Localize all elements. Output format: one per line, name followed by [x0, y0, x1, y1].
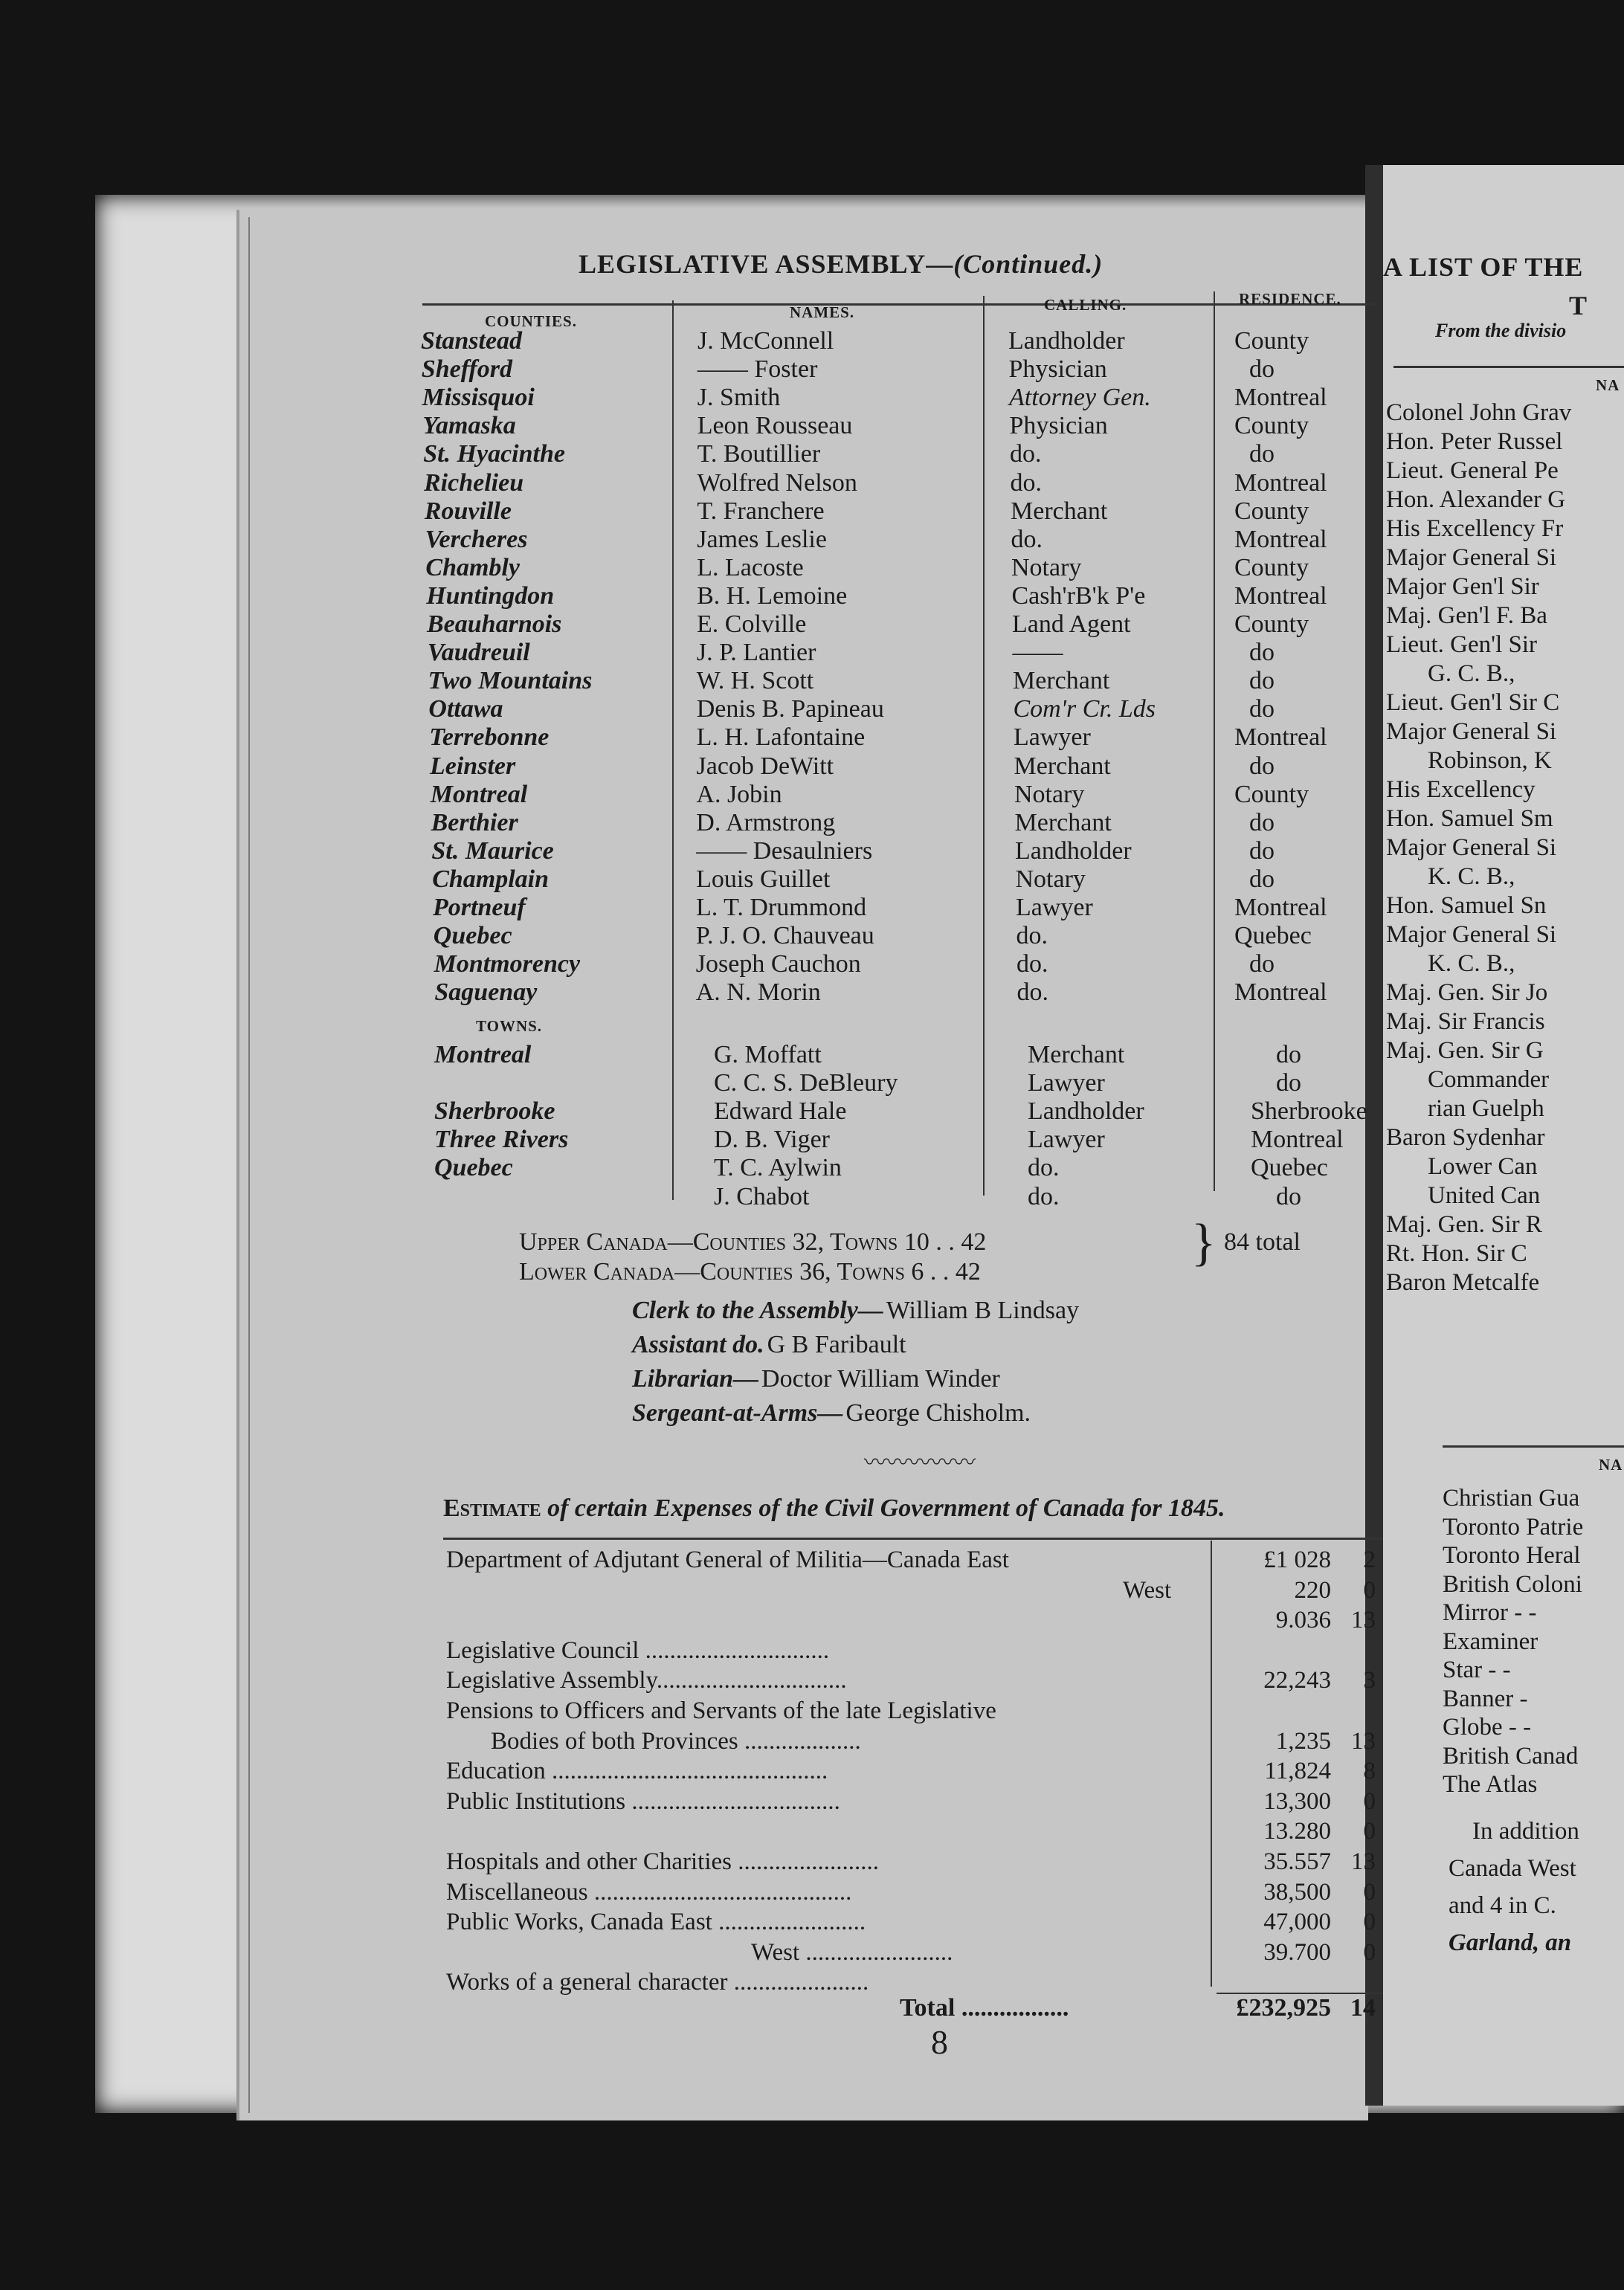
- member-name: Leon Rousseau: [697, 412, 853, 440]
- right-name-row: Lieut. General Pe: [1386, 457, 1559, 484]
- estimate-label: Public Institutions ..................................: [446, 1787, 840, 1815]
- right-paper-row: Toronto Patrie: [1443, 1513, 1584, 1541]
- heading-continued: (Continued.): [953, 249, 1103, 279]
- estimate-row: [0, 1545, 1413, 1575]
- officer-title: Sergeant-at-Arms—: [632, 1399, 843, 1427]
- member-county: Ottawa: [428, 695, 503, 723]
- member-row: [0, 781, 1383, 809]
- member-name: J. P. Lantier: [696, 639, 816, 667]
- estimate-shillings: 0: [1363, 1878, 1376, 1906]
- member-county: Portneuf: [433, 894, 526, 921]
- right-name-row: Hon. Peter Russel: [1386, 428, 1563, 455]
- member-row: [0, 865, 1383, 894]
- towns-label: TOWNS.: [476, 1017, 543, 1035]
- town-name: T. C. Aylwin: [714, 1154, 842, 1182]
- right-name-row: Maj. Gen. Sir Jo: [1386, 979, 1548, 1006]
- member-calling: ——: [1012, 639, 1063, 667]
- estimate-label: Miscellaneous ..........................................: [446, 1878, 852, 1906]
- member-residence: County: [1234, 497, 1309, 525]
- estimate-pounds: 13.280: [1263, 1818, 1331, 1845]
- right-name-row: Hon. Alexander G: [1386, 486, 1566, 513]
- estimate-row: [0, 1696, 1413, 1726]
- estimate-label: Legislative Assembly...............................: [446, 1667, 847, 1694]
- right-name-row: Major General Si: [1386, 544, 1557, 571]
- col-header-residence: RESIDENCE.: [1239, 290, 1341, 308]
- member-name: D. Armstrong: [696, 808, 836, 836]
- estimate-title: [443, 1494, 1225, 1523]
- member-name: J. McConnell: [697, 327, 834, 355]
- member-calling: do.: [1010, 468, 1042, 497]
- estimate-shillings: 13: [1351, 1848, 1376, 1875]
- member-name: P. J. O. Chauveau: [695, 922, 874, 950]
- estimate-shillings: 2: [1363, 1546, 1376, 1573]
- estimate-pounds: 9.036: [1275, 1607, 1331, 1634]
- member-county: Rouville: [424, 497, 512, 525]
- member-residence: Montreal: [1234, 525, 1327, 553]
- member-residence: Montreal: [1234, 468, 1327, 497]
- right-name-row: Major General Si: [1386, 718, 1557, 745]
- estimate-pounds: 1,235: [1275, 1727, 1331, 1755]
- member-row: [0, 440, 1383, 468]
- member-calling: Landholder: [1008, 327, 1125, 355]
- member-county: Missisquoi: [422, 384, 535, 412]
- right-name-row: Commander: [1428, 1066, 1550, 1093]
- right-footer-row: Canada West: [1449, 1855, 1576, 1882]
- estimate-title-sc: Estimate: [443, 1494, 541, 1522]
- member-residence: County: [1234, 780, 1309, 808]
- member-row: [0, 922, 1383, 950]
- member-calling: Physician: [1009, 412, 1108, 440]
- estimate-row: [0, 1636, 1413, 1665]
- section-heading: [579, 248, 1103, 280]
- officer-row: [632, 1297, 1079, 1325]
- officer-name: Doctor William Winder: [761, 1365, 1000, 1393]
- member-row: [0, 695, 1383, 723]
- summary-upper-text: Upper Canada—Counties 32, Towns 10: [519, 1228, 929, 1256]
- right-page-rule: [1393, 366, 1624, 368]
- estimate-label: Works of a general character ......................: [446, 1969, 869, 1996]
- member-calling: Notary: [1015, 865, 1086, 893]
- town-residence: Sherbrooke: [1251, 1097, 1367, 1126]
- right-name-row: His Excellency Fr: [1386, 515, 1564, 542]
- estimate-title-rest: of certain Expenses of the Civil Government of Canada for 1845.: [547, 1494, 1225, 1522]
- member-county: Berthier: [431, 808, 518, 836]
- member-name: A. N. Morin: [695, 978, 821, 1007]
- right-paper-row: Globe - -: [1443, 1714, 1532, 1741]
- summary-lower-count: 42: [955, 1258, 981, 1286]
- member-county: Two Mountains: [428, 667, 593, 695]
- right-name-row: Maj. Gen. Sir R: [1386, 1211, 1542, 1238]
- ornament-divider: 〰〰〰〰〰: [864, 1451, 976, 1475]
- member-county: St. Hyacinthe: [423, 440, 565, 468]
- member-county: Yamaska: [422, 412, 516, 440]
- member-calling: Land Agent: [1012, 610, 1131, 638]
- member-name: James Leslie: [697, 525, 827, 553]
- town-calling: Lawyer: [1028, 1126, 1105, 1154]
- member-residence: Quebec: [1234, 922, 1312, 950]
- estimate-row: [0, 1907, 1413, 1937]
- member-calling: Physician: [1008, 355, 1107, 384]
- member-row: [0, 327, 1383, 355]
- right-name-row: United Can: [1428, 1182, 1541, 1209]
- estimate-row: [0, 1665, 1413, 1695]
- town-row: [0, 1183, 1383, 1211]
- estimate-row: [0, 1787, 1413, 1816]
- member-calling: Merchant: [1014, 752, 1111, 780]
- member-calling: do.: [1010, 440, 1042, 468]
- member-county: Stanstead: [421, 327, 523, 355]
- estimate-shillings: 0: [1363, 1787, 1376, 1815]
- right-paper-row: British Coloni: [1443, 1570, 1582, 1598]
- town-row: [0, 1069, 1383, 1097]
- member-residence: Montreal: [1234, 894, 1327, 921]
- member-calling: do.: [1016, 950, 1048, 978]
- member-row: [0, 526, 1383, 554]
- summary-total: 84 total: [1224, 1228, 1301, 1256]
- right-name-row: rian Guelph: [1428, 1095, 1544, 1122]
- page-number: 8: [931, 2023, 948, 2061]
- member-row: [0, 610, 1383, 639]
- estimate-label: Bodies of both Provinces ...................: [491, 1727, 861, 1755]
- right-paper-row: Toronto Heral: [1443, 1542, 1581, 1569]
- town-calling: do.: [1028, 1182, 1060, 1210]
- estimate-shillings: 0: [1363, 1576, 1376, 1604]
- estimate-shillings: 8: [1363, 1758, 1376, 1785]
- member-county: Huntingdon: [426, 581, 555, 610]
- officer-title: Assistant do.: [632, 1331, 764, 1358]
- right-name-row: Colonel John Grav: [1386, 399, 1572, 426]
- estimate-pounds: 38,500: [1263, 1878, 1331, 1906]
- estimate-shillings: 13: [1351, 1607, 1376, 1634]
- town-residence: do: [1276, 1041, 1301, 1068]
- right-name-row: Hon. Samuel Sm: [1386, 805, 1553, 832]
- right-name-row: Baron Sydenhar: [1386, 1124, 1545, 1151]
- estimate-row: [0, 1877, 1413, 1907]
- estimate-label: West ........................: [751, 1938, 953, 1966]
- town-calling: Lawyer: [1028, 1069, 1105, 1097]
- right-page-heading: A LIST OF THE: [1383, 252, 1584, 282]
- member-row: [0, 497, 1383, 526]
- member-residence: County: [1234, 553, 1309, 581]
- member-residence: do: [1249, 355, 1275, 384]
- member-residence: Montreal: [1234, 384, 1327, 412]
- member-calling: Cash'rB'k P'e: [1011, 581, 1146, 610]
- member-name: L. T. Drummond: [696, 894, 867, 921]
- town-name: C. C. S. DeBleury: [714, 1069, 898, 1097]
- town-calling: do.: [1028, 1154, 1060, 1182]
- member-row: [0, 554, 1383, 582]
- right-name-row: Major General Si: [1386, 921, 1557, 948]
- member-county: Beauharnois: [427, 610, 562, 638]
- member-row: [0, 978, 1383, 1007]
- member-county: Quebec: [433, 922, 512, 950]
- estimate-pounds: 13,300: [1263, 1787, 1331, 1815]
- member-residence: do: [1249, 440, 1275, 468]
- col-header-names: NAMES.: [790, 303, 855, 321]
- member-row: [0, 837, 1383, 865]
- right-col-header: NA: [1596, 376, 1620, 394]
- summary-upper: Upper Canada—Counties 32, Towns 10 . . 42: [519, 1228, 987, 1256]
- member-calling: do.: [1016, 978, 1048, 1007]
- member-residence: do: [1249, 752, 1275, 780]
- member-calling: Merchant: [1011, 497, 1108, 525]
- member-county: Montreal: [430, 780, 528, 808]
- member-residence: do: [1249, 950, 1275, 978]
- town-row: [0, 1097, 1383, 1126]
- member-name: E. Colville: [697, 610, 807, 638]
- estimate-pounds: 39.700: [1263, 1938, 1331, 1966]
- member-name: T. Franchere: [697, 497, 825, 525]
- town-name: G. Moffatt: [714, 1041, 822, 1068]
- member-county: Champlain: [432, 865, 550, 893]
- right-name-row: Robinson, K: [1428, 747, 1552, 774]
- col-header-counties: COUNTIES.: [485, 312, 577, 330]
- member-name: Wolfred Nelson: [697, 468, 857, 497]
- estimate-row: [0, 1605, 1413, 1635]
- member-name: Denis B. Papineau: [696, 695, 884, 723]
- estimate-label: Department of Adjutant General of Militia—Canada East: [446, 1546, 1009, 1573]
- estimate-shillings: 0: [1363, 1818, 1376, 1845]
- member-row: [0, 355, 1383, 384]
- right-name-row: Baron Metcalfe: [1386, 1269, 1540, 1296]
- right-name-row: Major Gen'l Sir: [1386, 573, 1539, 600]
- estimate-row: [0, 1847, 1413, 1877]
- member-name: L. Lacoste: [697, 553, 804, 581]
- town-residence: Quebec: [1251, 1154, 1328, 1182]
- member-residence: do: [1249, 808, 1275, 836]
- summary-lower: Lower Canada—Counties 36, Towns 6 . . 42: [519, 1258, 981, 1286]
- member-residence: do: [1249, 667, 1275, 695]
- member-name: Joseph Cauchon: [695, 950, 861, 978]
- estimate-pounds: 47,000: [1263, 1909, 1331, 1936]
- right-footer-row: Garland, an: [1449, 1929, 1572, 1956]
- right-paper-row: Christian Gua: [1443, 1485, 1580, 1512]
- estimate-shillings: 0: [1363, 1938, 1376, 1966]
- member-row: [0, 809, 1383, 837]
- member-name: J. Smith: [697, 384, 781, 412]
- right-name-row: Hon. Samuel Sn: [1386, 892, 1547, 919]
- town-residence: Montreal: [1251, 1126, 1344, 1154]
- town-county: Three Rivers: [434, 1126, 569, 1154]
- right-name-row: Lieut. Gen'l Sir C: [1386, 689, 1560, 716]
- estimate-shillings: 3: [1363, 1667, 1376, 1694]
- right-page-rule-2: [1443, 1445, 1624, 1448]
- member-calling: Lawyer: [1014, 723, 1091, 752]
- right-paper-row: Banner -: [1443, 1685, 1528, 1712]
- estimate-total-shillings: 14: [1350, 1994, 1376, 2022]
- estimate-pounds: 11,824: [1264, 1758, 1331, 1785]
- right-name-row: K. C. B.,: [1428, 863, 1515, 890]
- member-county: Richelieu: [424, 468, 524, 497]
- member-calling: Merchant: [1013, 667, 1110, 695]
- estimate-row: [0, 1575, 1413, 1605]
- estimate-shillings: 13: [1351, 1727, 1376, 1755]
- right-paper-row: Star - -: [1443, 1657, 1511, 1683]
- town-name: Edward Hale: [714, 1097, 847, 1126]
- member-county: Saguenay: [434, 978, 538, 1007]
- member-name: Jacob DeWitt: [696, 752, 834, 780]
- member-name: W. H. Scott: [696, 667, 814, 695]
- town-county: Sherbrooke: [434, 1097, 555, 1126]
- right-name-row: Rt. Hon. Sir C: [1386, 1240, 1527, 1267]
- town-residence: do: [1276, 1182, 1301, 1210]
- top-rule: [422, 303, 1376, 306]
- right-name-row: Lower Can: [1428, 1153, 1538, 1180]
- right-col-header-2: NA: [1599, 1456, 1623, 1474]
- member-residence: Montreal: [1234, 581, 1327, 610]
- member-calling: Lawyer: [1016, 894, 1093, 921]
- estimate-label: Hospitals and other Charities .......................: [446, 1848, 880, 1875]
- col-header-calling: CALLING.: [1044, 296, 1127, 314]
- member-row: [0, 469, 1383, 497]
- member-residence: do: [1249, 695, 1275, 723]
- estimate-rule: [443, 1538, 1404, 1540]
- member-name: Louis Guillet: [696, 865, 831, 893]
- member-calling: Notary: [1011, 553, 1082, 581]
- heading-main: LEGISLATIVE ASSEMBLY—: [579, 249, 954, 279]
- right-name-row: His Excellency: [1386, 776, 1536, 803]
- town-county: Montreal: [434, 1041, 532, 1068]
- town-row: [0, 1154, 1383, 1182]
- town-row: [0, 1041, 1383, 1069]
- town-name: J. Chabot: [714, 1182, 810, 1210]
- member-name: —— Foster: [697, 355, 818, 384]
- estimate-label: Legislative Council ..............................: [446, 1636, 830, 1664]
- town-calling: Merchant: [1028, 1041, 1125, 1068]
- estimate-label: Public Works, Canada East ........................: [446, 1909, 866, 1936]
- member-residence: Montreal: [1234, 723, 1327, 752]
- member-county: Montmorency: [434, 950, 581, 978]
- member-county: Chambly: [425, 553, 520, 581]
- member-row: [0, 639, 1383, 667]
- member-row: [0, 582, 1383, 610]
- estimate-row: [0, 1938, 1413, 1967]
- member-name: A. Jobin: [696, 780, 782, 808]
- member-county: Terrebonne: [429, 723, 550, 752]
- officer-title: Clerk to the Assembly—: [632, 1297, 883, 1324]
- member-name: L. H. Lafontaine: [696, 723, 866, 752]
- member-county: Vercheres: [425, 525, 528, 553]
- estimate-row: [0, 1967, 1413, 1997]
- member-calling: do.: [1016, 922, 1048, 950]
- estimate-label: Education .............................................: [446, 1758, 828, 1785]
- estimate-pounds: £1 028: [1263, 1546, 1331, 1573]
- right-footer-row: In addition: [1472, 1818, 1579, 1845]
- member-calling: do.: [1011, 525, 1043, 553]
- right-name-row: Maj. Sir Francis: [1386, 1008, 1545, 1035]
- estimate-pounds: 22,243: [1263, 1667, 1331, 1694]
- officer-name: William B Lindsay: [886, 1297, 1080, 1324]
- right-name-row: Lieut. Gen'l Sir: [1386, 631, 1537, 658]
- member-row: [0, 752, 1383, 781]
- member-name: B. H. Lemoine: [697, 581, 848, 610]
- right-footer-row: and 4 in C.: [1449, 1892, 1556, 1919]
- member-calling: Attorney Gen.: [1009, 384, 1151, 412]
- town-row: [0, 1126, 1383, 1154]
- estimate-row: [0, 1726, 1413, 1756]
- right-name-row: K. C. B.,: [1428, 950, 1515, 977]
- member-calling: Notary: [1014, 780, 1085, 808]
- town-calling: Landholder: [1028, 1097, 1144, 1126]
- member-calling: Merchant: [1014, 808, 1112, 836]
- member-name: T. Boutillier: [697, 440, 821, 468]
- member-row: [0, 723, 1383, 752]
- member-row: [0, 412, 1383, 440]
- estimate-label: West: [1123, 1576, 1172, 1604]
- right-page-heading-2: T: [1569, 291, 1588, 320]
- right-paper-row: Mirror - -: [1443, 1599, 1537, 1626]
- right-name-row: G. C. B.,: [1428, 660, 1515, 687]
- member-county: Leinster: [430, 752, 516, 780]
- right-name-row: Maj. Gen. Sir G: [1386, 1037, 1544, 1064]
- right-paper-row: The Atlas: [1443, 1771, 1538, 1798]
- town-county: Quebec: [434, 1154, 513, 1182]
- member-row: [0, 667, 1383, 695]
- member-row: [0, 950, 1383, 978]
- officer-name: G B Faribault: [767, 1331, 906, 1358]
- town-residence: do: [1276, 1069, 1301, 1097]
- right-page: [1383, 165, 1624, 2106]
- estimate-shillings: 0: [1363, 1909, 1376, 1936]
- member-residence: Montreal: [1234, 978, 1327, 1007]
- officer-row: [632, 1399, 1031, 1428]
- estimate-total-label: Total .................: [900, 1994, 1069, 2022]
- right-paper-row: British Canad: [1443, 1742, 1579, 1770]
- summary-brace: }: [1191, 1214, 1217, 1271]
- member-calling: Com'r Cr. Lds: [1013, 695, 1156, 723]
- member-row: [0, 384, 1383, 412]
- member-residence: do: [1249, 836, 1275, 865]
- estimate-pounds: 220: [1294, 1576, 1331, 1604]
- member-residence: County: [1234, 327, 1309, 355]
- estimate-total-pounds: £232,925: [1236, 1994, 1331, 2022]
- member-residence: County: [1234, 412, 1309, 440]
- member-county: Vaudreuil: [427, 639, 530, 667]
- officer-row: [632, 1331, 906, 1359]
- estimate-label: Pensions to Officers and Servants of the late Legislative: [446, 1697, 996, 1724]
- right-name-row: Major General Si: [1386, 834, 1557, 861]
- member-name: —— Desaulniers: [696, 836, 873, 865]
- estimate-row: [0, 1816, 1413, 1846]
- estimate-row: [0, 1756, 1413, 1786]
- right-page-subhead: From the divisio: [1435, 320, 1567, 341]
- estimate-pounds: 35.557: [1263, 1848, 1331, 1875]
- summary-upper-count: 42: [961, 1228, 987, 1256]
- officer-title: Librarian—: [632, 1365, 759, 1393]
- member-county: St. Maurice: [431, 836, 554, 865]
- member-county: Shefford: [421, 355, 512, 384]
- member-residence: County: [1234, 610, 1309, 638]
- town-name: D. B. Viger: [714, 1126, 830, 1154]
- right-name-row: Maj. Gen'l F. Ba: [1386, 602, 1547, 629]
- member-calling: Landholder: [1015, 836, 1132, 865]
- right-paper-row: Examiner: [1443, 1628, 1538, 1655]
- member-residence: do: [1249, 639, 1275, 667]
- officer-name: George Chisholm.: [845, 1399, 1031, 1427]
- member-residence: do: [1249, 865, 1275, 893]
- officer-row: [632, 1365, 1000, 1393]
- member-row: [0, 894, 1383, 922]
- summary-lower-text: Lower Canada—Counties 36, Towns 6: [519, 1258, 924, 1286]
